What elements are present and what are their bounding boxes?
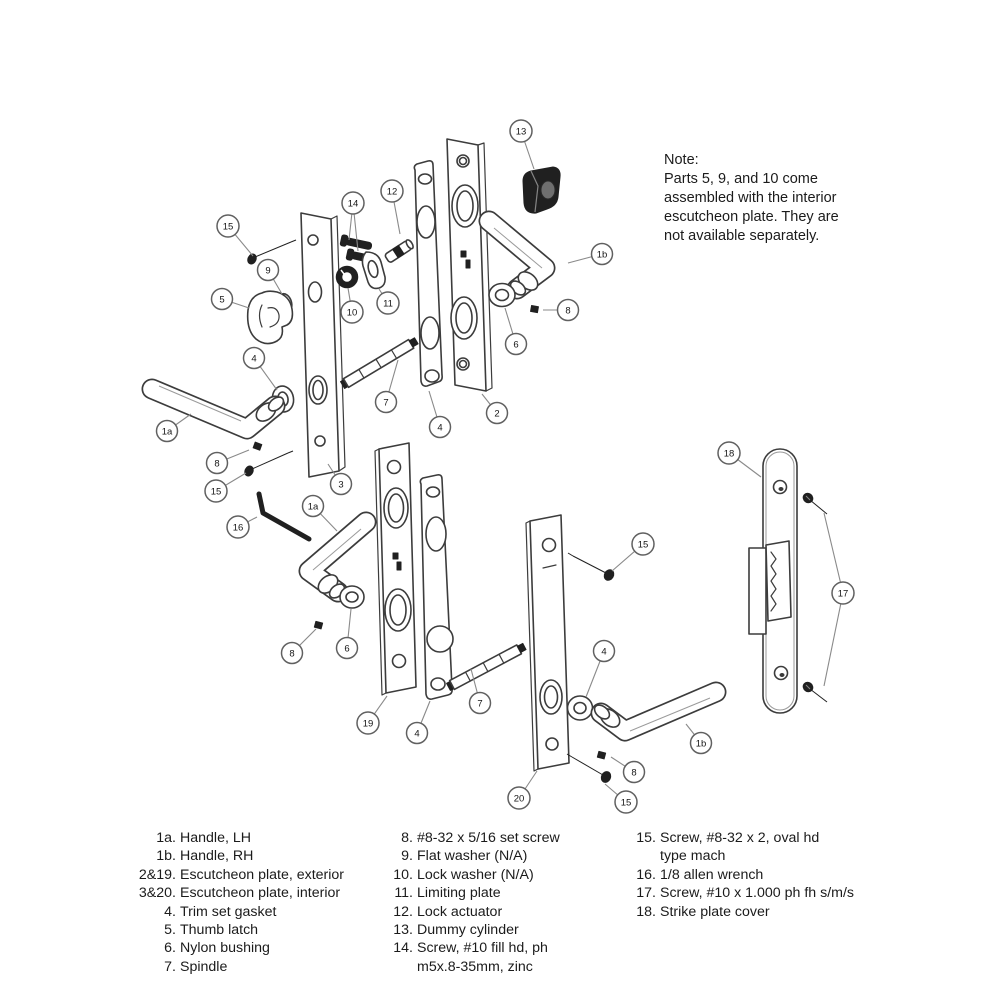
svg-text:9: 9 [265, 265, 271, 277]
part-number: 1b. [156, 848, 176, 865]
part-number: 10. [393, 866, 413, 883]
svg-text:15: 15 [620, 797, 632, 809]
callout-7 [376, 392, 397, 413]
escutcheon-plate-3 [301, 213, 345, 477]
parts-list-item [387, 939, 560, 957]
svg-text:15: 15 [637, 539, 649, 551]
svg-text:5: 5 [219, 294, 225, 306]
escutcheon-plate-19 [375, 443, 416, 695]
callout-3 [331, 474, 352, 495]
part-name-continued: type mach [660, 848, 726, 865]
note-line: Parts 5, 9, and 10 come [664, 171, 818, 187]
part-name: Escutcheon plate, exterior [180, 866, 345, 883]
svg-text:15: 15 [210, 486, 222, 498]
callout-5 [212, 289, 233, 310]
part-number: 18. [636, 903, 656, 920]
part-name: Trim set gasket [180, 903, 277, 920]
part-number: 2&19. [138, 866, 176, 883]
callout-6 [506, 334, 527, 355]
lock-actuator-12 [384, 239, 414, 263]
svg-text:17: 17 [837, 588, 849, 600]
callout-15 [205, 480, 227, 502]
part-number: 17. [636, 885, 656, 902]
svg-text:7: 7 [477, 698, 483, 710]
callout-1b [691, 733, 712, 754]
nylon-bushing-6-top [489, 284, 515, 307]
trim-gasket-4-bottom [420, 475, 453, 699]
svg-text:4: 4 [251, 353, 257, 365]
note-line: not available separately. [664, 228, 820, 244]
part-number: 16. [636, 866, 656, 883]
svg-text:3: 3 [338, 479, 344, 491]
note-line: escutcheon plate. They are [664, 209, 839, 225]
callout-4 [430, 417, 451, 438]
part-name: #8-32 x 5/16 set screw [417, 830, 560, 846]
part-name: Limiting plate [417, 885, 501, 902]
escutcheon-plate-2 [447, 139, 492, 391]
parts-list-item [136, 939, 344, 957]
screw-17-upper [801, 491, 827, 514]
callout-15 [615, 791, 637, 813]
parts-list-item [136, 884, 344, 902]
parts-list-item [136, 866, 344, 884]
parts-list-item [387, 903, 560, 921]
parts-list-item [387, 884, 560, 902]
part-name: Dummy cylinder [417, 922, 519, 939]
callout-20 [508, 787, 530, 809]
svg-text:2: 2 [494, 408, 500, 420]
dummy-cylinder-13 [523, 167, 560, 213]
parts-list-item [387, 866, 560, 884]
part-number: 12. [393, 903, 413, 920]
callout-12 [381, 180, 403, 202]
callout-11 [377, 292, 399, 314]
svg-text:1b: 1b [596, 249, 608, 261]
svg-text:6: 6 [513, 339, 519, 351]
svg-text:13: 13 [515, 126, 527, 138]
svg-text:19: 19 [362, 718, 374, 730]
set-screw-8-bottom-left [314, 621, 322, 629]
callout-1a [303, 496, 324, 517]
callout-13 [510, 120, 532, 142]
svg-text:4: 4 [414, 728, 420, 740]
part-number: 3&20. [138, 885, 176, 902]
part-number: 14. [393, 940, 413, 957]
limiting-plate-11 [362, 252, 385, 288]
spindle-7-bottom [446, 642, 527, 691]
callout-4 [407, 723, 428, 744]
part-number: 13. [393, 922, 413, 939]
part-name: Flat washer (N/A) [417, 848, 528, 865]
thumb-latch-5 [248, 291, 293, 343]
part-name: Screw, #10 x 1.000 ph fh s/m/s [660, 885, 854, 902]
screw-15-lower-left [243, 451, 293, 477]
parts-list-item [630, 903, 854, 921]
callout-1b [592, 244, 613, 265]
part-name: 1/8 allen wrench [660, 866, 764, 883]
svg-text:4: 4 [437, 422, 443, 434]
part-number: 8. [401, 830, 413, 846]
callout-16 [227, 516, 249, 538]
callout-4 [594, 641, 615, 662]
part-name: Strike plate cover [660, 903, 770, 920]
set-screw-8-left [253, 442, 262, 450]
screw-15-bottom-upper [568, 553, 616, 582]
part-number: 9. [401, 848, 413, 865]
parts-list-item [136, 958, 344, 976]
part-name-continued: m5x.8-35mm, zinc [417, 958, 533, 975]
callout-8 [624, 762, 645, 783]
parts-list-item [630, 884, 854, 902]
callout-1a [157, 421, 178, 442]
parts-list-item [136, 847, 344, 865]
callout-9 [258, 260, 279, 281]
callout-7 [470, 693, 491, 714]
trim-gasket-ring-4-bottom-right [568, 696, 593, 720]
part-number: 4. [164, 903, 176, 920]
svg-text:14: 14 [347, 198, 359, 210]
set-screw-8-bottom-right [597, 751, 605, 759]
svg-text:7: 7 [383, 397, 389, 409]
part-name: Lock washer (N/A) [417, 866, 534, 883]
parts-list-column-2 [387, 829, 560, 976]
part-number: 5. [164, 922, 176, 939]
svg-text:8: 8 [565, 305, 571, 317]
note-block [664, 151, 874, 246]
svg-text:20: 20 [513, 793, 525, 805]
svg-text:4: 4 [601, 646, 607, 658]
screws-17 [801, 491, 827, 702]
screw-17-lower [801, 680, 827, 702]
part-name: Handle, LH [180, 830, 251, 846]
svg-text:15: 15 [222, 221, 234, 233]
callout-8 [282, 643, 303, 664]
callout-15 [217, 215, 239, 237]
callout-10 [341, 301, 363, 323]
part-name: Escutcheon plate, interior [180, 885, 341, 902]
strike-plate-assembly [749, 449, 827, 713]
bottom-assembly [259, 443, 716, 784]
part-name: Handle, RH [180, 848, 254, 865]
note-title: Note: [664, 152, 699, 168]
escutcheon-plate-20 [526, 515, 569, 771]
callout-17 [832, 582, 854, 604]
callout-2 [487, 403, 508, 424]
part-number: 15. [636, 830, 656, 846]
part-number: 11. [394, 885, 413, 902]
part-name: Lock actuator [417, 903, 503, 920]
parts-list-column-1 [136, 829, 344, 976]
svg-text:1a: 1a [307, 501, 319, 513]
callout-19 [357, 712, 379, 734]
svg-text:8: 8 [214, 458, 220, 470]
parts-list-item [630, 866, 854, 884]
parts-list-item-continuation [630, 847, 854, 865]
svg-text:12: 12 [386, 186, 398, 198]
svg-text:11: 11 [383, 298, 393, 310]
svg-text:16: 16 [232, 522, 244, 534]
part-name: Thumb latch [180, 922, 259, 939]
parts-list-item [136, 903, 344, 921]
allen-wrench-16 [259, 494, 309, 539]
part-name: Spindle [180, 958, 228, 975]
screw-15-bottom-lower [567, 754, 612, 784]
part-number: 1a. [156, 830, 176, 846]
handle-1b-bottom-right [592, 692, 716, 731]
parts-list-item [387, 847, 560, 865]
strike-plate-cover-18 [749, 449, 797, 713]
parts-list-item [387, 829, 560, 847]
callout-6 [337, 638, 358, 659]
trim-gasket-4-top [414, 161, 442, 386]
callout-15 [632, 533, 654, 555]
svg-text:18: 18 [723, 448, 735, 460]
parts-list-item [630, 829, 854, 847]
part-name: Screw, #10 fill hd, ph [417, 940, 548, 957]
callout-18 [718, 442, 740, 464]
callout-4 [244, 348, 265, 369]
callout-8 [558, 300, 579, 321]
note-line: assembled with the interior [664, 190, 837, 206]
lock-washer-10 [339, 269, 355, 285]
part-number: 7. [164, 958, 176, 975]
svg-text:8: 8 [631, 767, 637, 779]
nylon-bushing-6-bottom [340, 586, 364, 608]
svg-text:8: 8 [289, 648, 295, 660]
part-name: Screw, #8-32 x 2, oval hd [660, 830, 820, 846]
part-name: Nylon bushing [180, 940, 270, 957]
callout-14 [342, 192, 364, 214]
parts-list-item [136, 829, 344, 847]
svg-text:10: 10 [346, 307, 358, 319]
parts-list-item-continuation [387, 958, 560, 976]
parts-list-item [387, 921, 560, 939]
callout-8 [207, 453, 228, 474]
svg-text:1b: 1b [695, 738, 707, 750]
svg-text:6: 6 [344, 643, 350, 655]
parts-list-column-3 [630, 829, 854, 921]
parts-list-item [136, 921, 344, 939]
set-screw-8-right [531, 306, 539, 313]
part-number: 6. [164, 940, 176, 957]
svg-text:1a: 1a [161, 426, 173, 438]
spindle-7-top [340, 336, 419, 389]
